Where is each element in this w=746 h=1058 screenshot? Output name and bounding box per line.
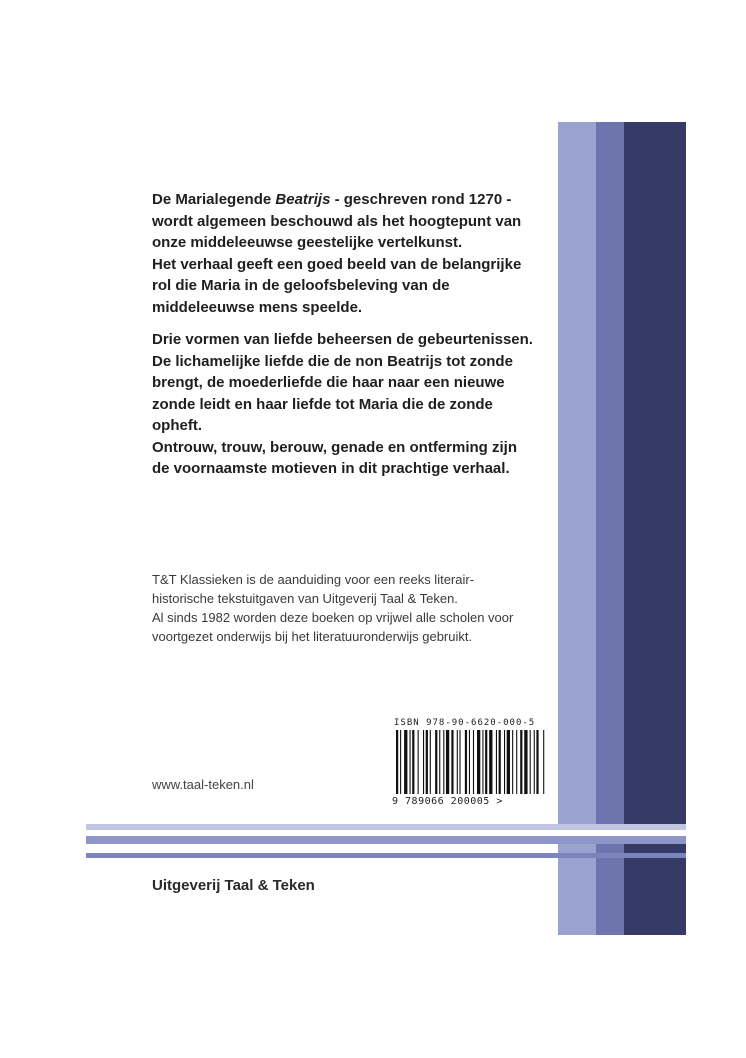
blurb-line: De lichamelijke liefde die de non Beatrijs tot zonde (152, 352, 513, 370)
blurb-line: de voornaamste motieven in dit prachtige verhaal. (152, 460, 510, 477)
blurb-text: De Marialegende (152, 191, 276, 208)
vertical-stripe-mid (596, 122, 624, 935)
horizontal-band (86, 853, 686, 858)
series-description (152, 570, 552, 646)
blurb-line: wordt algemeen beschouwd als het hoogtepunt van (152, 212, 522, 230)
blurb-paragraph-1 (152, 189, 542, 318)
blurb-line: zonde leidt en haar liefde tot Maria die de zonde (152, 395, 493, 413)
blurb-line: opheft. (152, 417, 202, 434)
blurb-line: Het verhaal geeft een goed beeld van de belangrijke (152, 255, 522, 273)
back-cover (86, 122, 686, 935)
vertical-stripe-light (558, 122, 596, 935)
blurb-line: middeleeuwse mens speelde. (152, 298, 363, 316)
barcode-digits: 9 789066 200005 > (392, 796, 503, 807)
blurb-line: Ontrouw, trouw, berouw, genade en ontferming zijn (152, 438, 517, 456)
series-line: voortgezet onderwijs bij het literatuuronderwijs gebruikt. (152, 629, 473, 644)
isbn-label: ISBN 978-90-6620-000-5 (394, 718, 536, 728)
blurb-line: Drie vormen van liefde beheersen de gebeurtenissen. (152, 331, 533, 348)
publisher-name: Uitgeverij Taal & Teken (152, 877, 315, 894)
horizontal-band (86, 836, 686, 844)
vertical-stripe-dark (624, 122, 686, 935)
blurb-line: rol die Maria in de geloofsbeleving van de (152, 277, 450, 294)
series-line: Al sinds 1982 worden deze boeken op vrijwel alle scholen voor (152, 610, 514, 625)
book-title: Beatrijs (275, 191, 331, 208)
series-line: T&T Klassieken is de aanduiding voor een reeks literair- (152, 572, 475, 587)
blurb-line: onze middeleeuwse geestelijke vertelkunst. (152, 234, 463, 251)
website-link[interactable]: www.taal-teken.nl (152, 777, 254, 792)
barcode-icon (394, 730, 594, 794)
blurb-text: - geschreven rond 1270 - (330, 191, 512, 208)
series-line: historische tekstuitgaven van Uitgeverij Taal & Teken. (152, 591, 458, 606)
blurb-line: brengt, de moederliefde die haar naar een nieuwe (152, 374, 505, 391)
blurb-paragraph-2 (152, 329, 542, 480)
